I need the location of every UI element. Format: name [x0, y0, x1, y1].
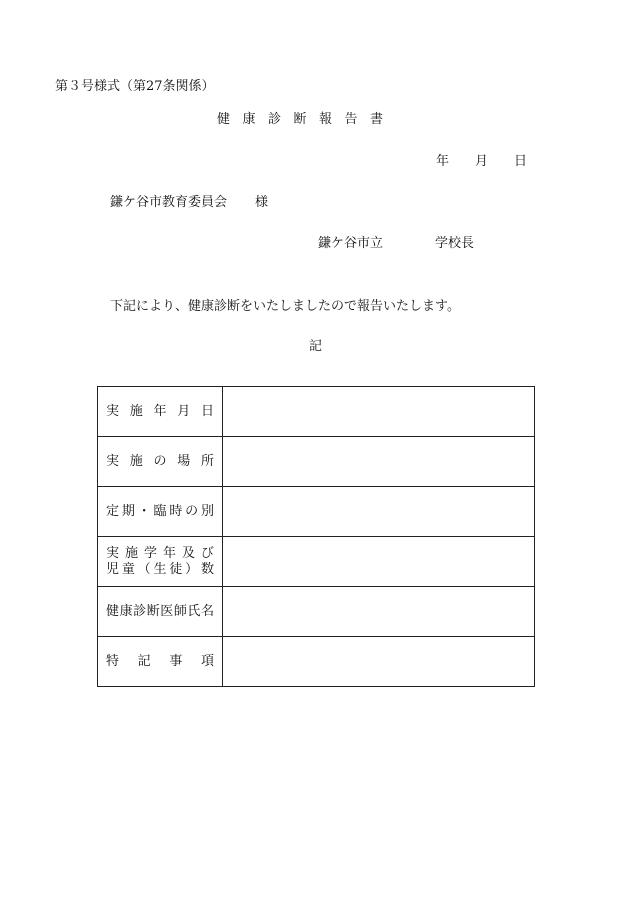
spread-label: 健 康 診 断 医 師 氏 名 — [106, 603, 214, 619]
spread-label: 実 施 の 場 所 — [106, 453, 214, 469]
spread-label: 児 童 （ 生 徒 ） 数 — [106, 561, 214, 577]
table-row — [98, 587, 535, 637]
row-value-place[interactable] — [223, 437, 535, 487]
sender-school: 鎌ケ谷市立 — [318, 236, 384, 251]
body-text: 下記により、健康診断をいたしましたので報告いたします。 — [110, 299, 460, 314]
row-label-grade-count — [98, 537, 223, 587]
date-day-label: 日 — [514, 154, 528, 169]
table-row — [98, 387, 535, 437]
row-label-date — [98, 387, 223, 437]
row-label-type — [98, 487, 223, 537]
row-value-grade-count[interactable] — [223, 537, 535, 587]
addressee-honorific: 様 — [255, 195, 269, 210]
row-value-doctor[interactable] — [223, 587, 535, 637]
row-label-notes — [98, 637, 223, 687]
ki-heading: 記 — [309, 339, 323, 354]
table-row — [98, 637, 535, 687]
table-row — [98, 437, 535, 487]
date-year-label: 年 — [436, 154, 450, 169]
addressee-name: 鎌ケ谷市教育委員会 — [110, 195, 228, 210]
row-label-place — [98, 437, 223, 487]
table-row — [98, 487, 535, 537]
row-value-notes[interactable] — [223, 637, 535, 687]
spread-label: 実 施 学 年 及 び — [106, 545, 214, 561]
report-table — [97, 386, 535, 687]
row-value-type[interactable] — [223, 487, 535, 537]
table-row — [98, 537, 535, 587]
form-number: 第３号様式（第27条関係） — [55, 79, 215, 94]
row-value-date[interactable] — [223, 387, 535, 437]
spread-label: 特 記 事 項 — [106, 653, 214, 669]
spread-label: 定 期 ・ 臨 時 の 別 — [106, 503, 214, 519]
sender-title: 学校長 — [435, 236, 475, 251]
row-label-doctor — [98, 587, 223, 637]
document-title: 健康診断報告書 — [217, 112, 396, 127]
date-month-label: 月 — [475, 154, 489, 169]
spread-label: 実 施 年 月 日 — [106, 403, 214, 419]
